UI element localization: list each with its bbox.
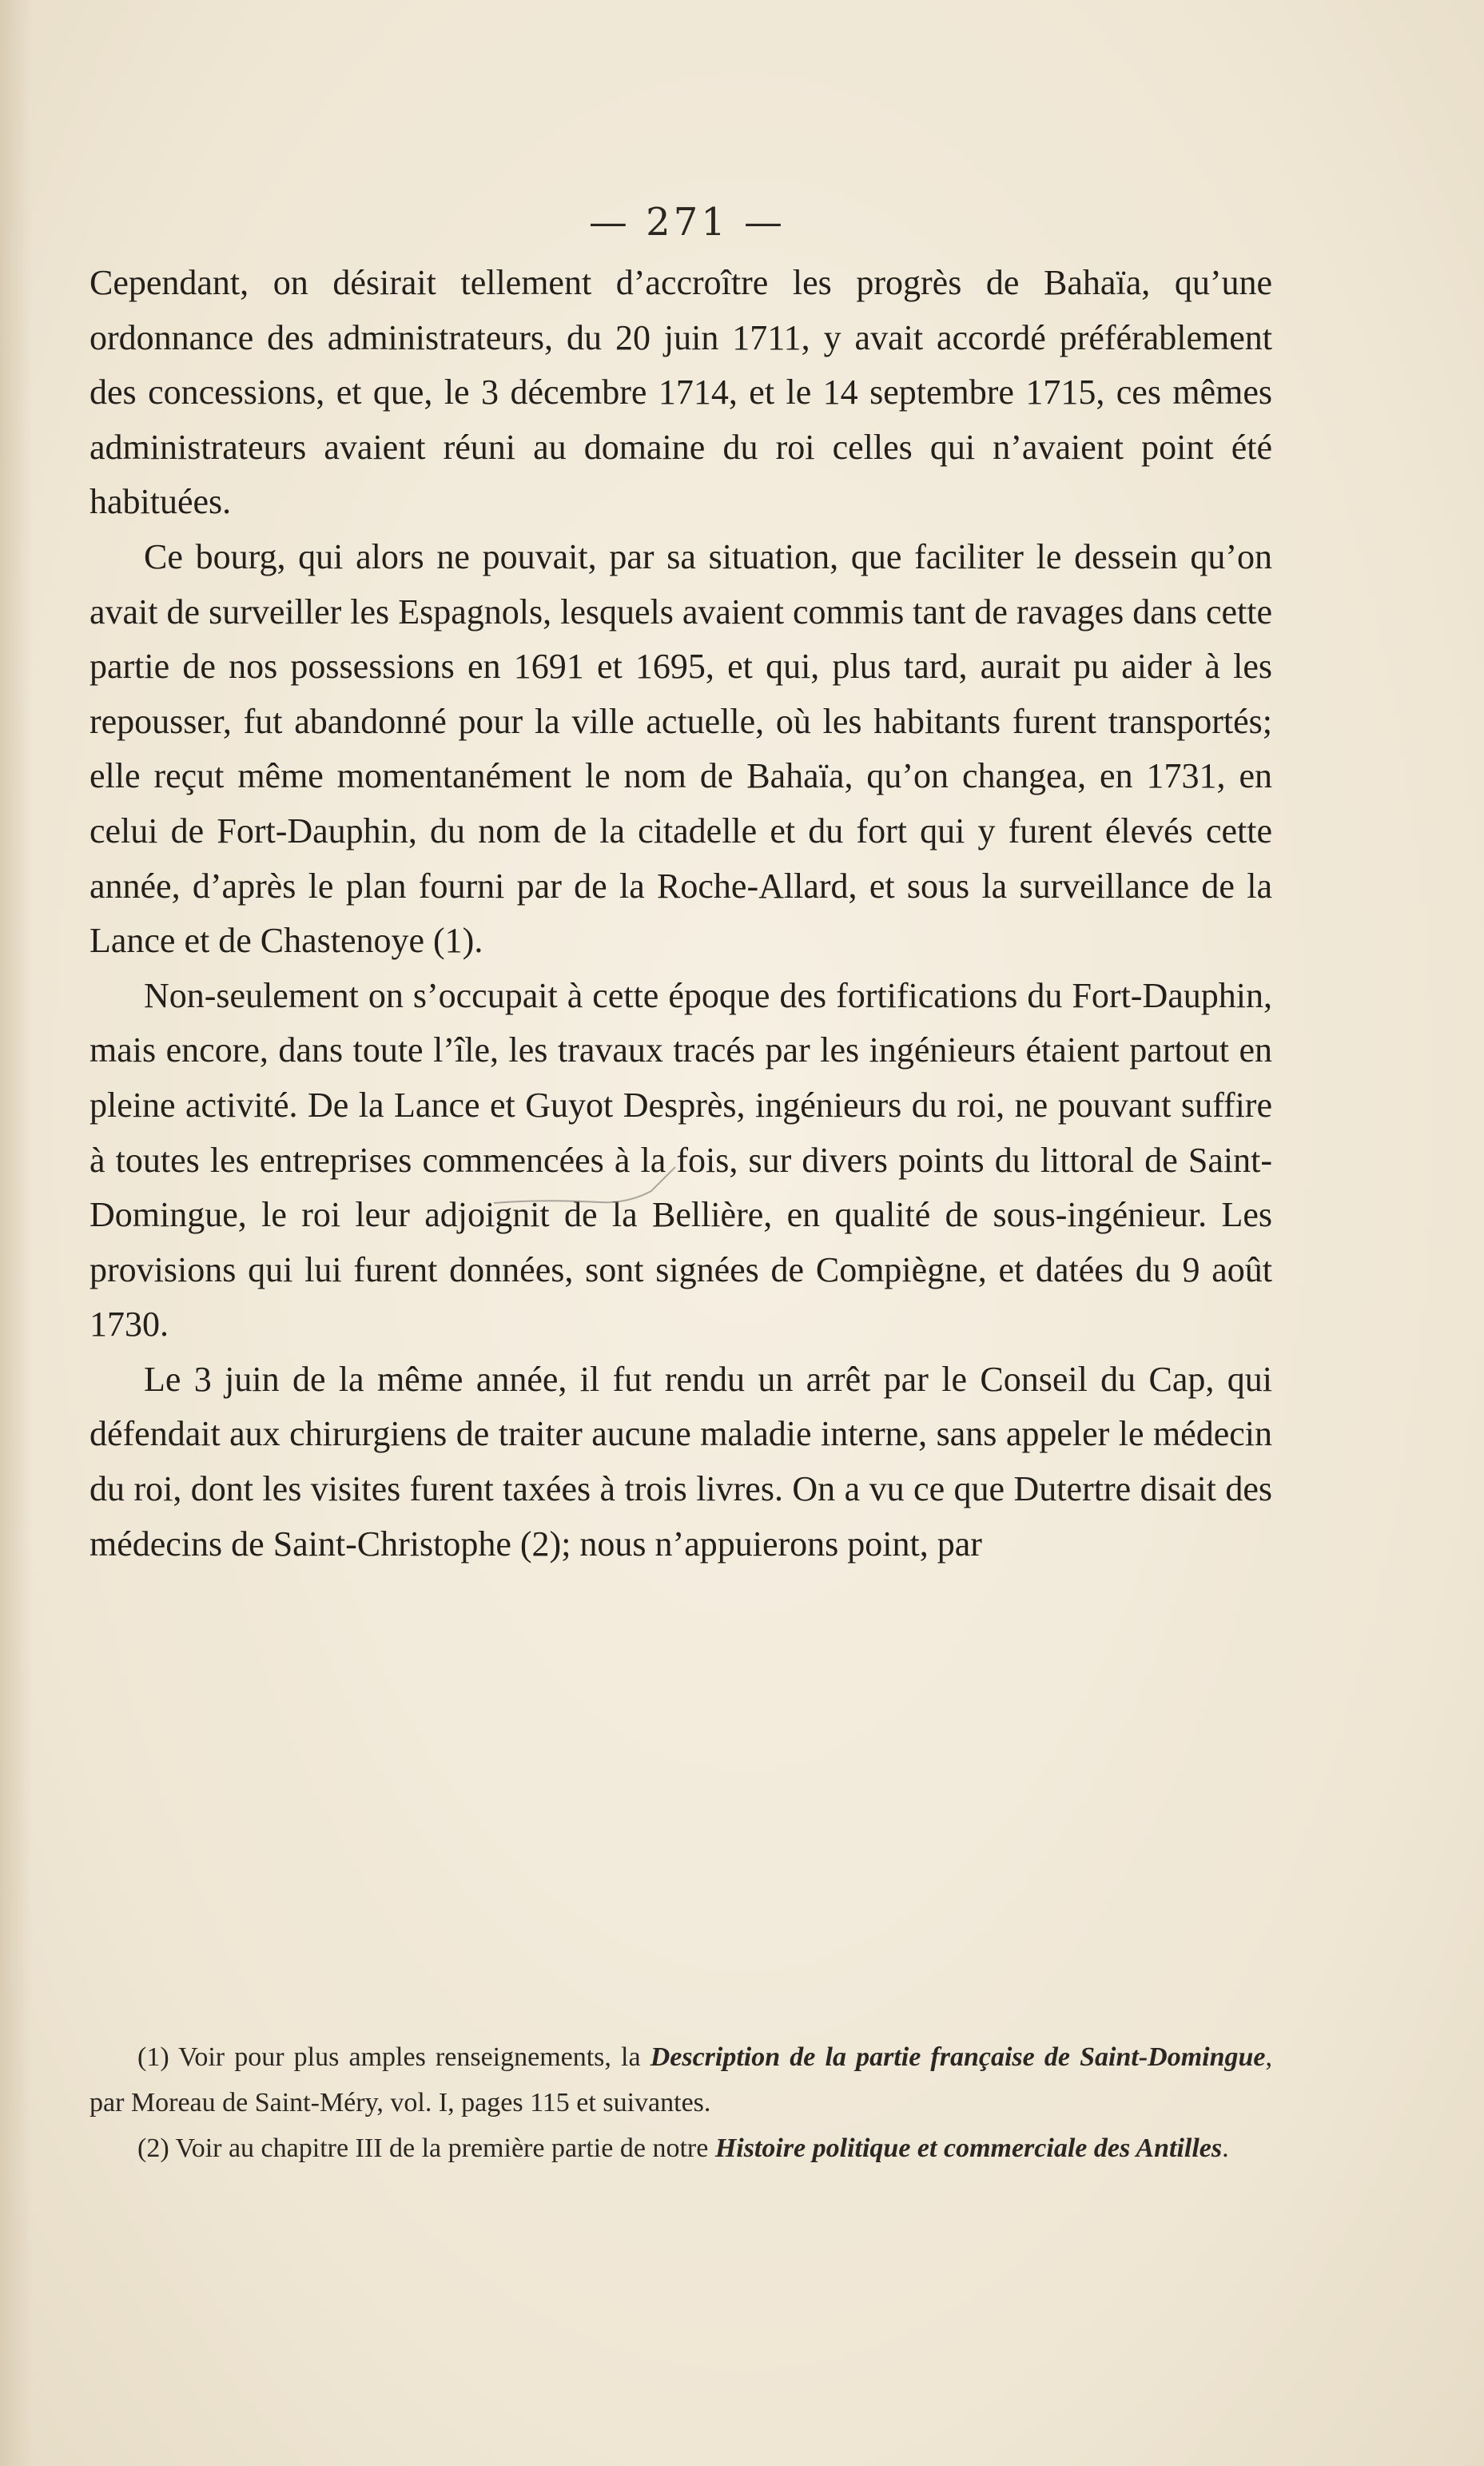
paragraph-4: Le 3 juin de la même année, il fut rendu un arrêt par le Conseil du Cap, qui défendait aux chirurgiens de traiter aucune maladie interne, sans appeler le médecin du roi, dont les visites furent taxées à trois livres. On a vu ce que Dutertre disait des médecins de Saint-Christophe (2); nous n’appuierons point, par: [90, 1359, 1272, 1564]
page-number: — 271 —: [588, 200, 786, 245]
footnote-2: [90, 2125, 1272, 2171]
paragraph-3: Non-seulement on s’occupait à cette époque des fortifications du Fort-Dauphin, mais encore, dans toute l’île, les travaux tracés par les ingénieurs étaient partout en pleine activité. De la Lance et Guyot Desprès, ingénieurs du roi, ne pouvant suffire à toutes les entreprises commencées à la fois, sur divers points du littoral de Saint-Domingue, le roi leur adjoignit de la Bellière, en qualité de sous-ingénieur. Les provisions qui lui furent données, sont signées de Compiègne, et datées du 9 août 1730.: [90, 975, 1272, 1345]
footnote-2-title: Histoire politique et commerciale des Antilles: [714, 2133, 1223, 2163]
footnote-2-before: (2) Voir au chapitre III de la première partie de notre: [137, 2133, 715, 2163]
pencil-underline-mark: [487, 1143, 695, 1215]
footnotes: [90, 2034, 1272, 2171]
footnote-1: [90, 2034, 1272, 2125]
body-text: [90, 256, 1272, 1572]
footnote-1-before: (1) Voir pour plus amples renseignements, la: [137, 2042, 650, 2072]
gutter-shadow: [0, 0, 32, 2466]
paragraph-1: Cependant, on désirait tellement d’accroître les progrès de Bahaïa, qu’une ordonnance des administrateurs, du 20 juin 1711, y avait accordé préférablement des concessions, et que, le 3 décembre 1714, et le 14 septembre 1715, ces mêmes administrateurs avaient réuni au domaine du roi celles qui n’avaient point été habituées.: [90, 263, 1272, 522]
footnote-2-after: .: [1222, 2133, 1229, 2163]
paragraph-2: Ce bourg, qui alors ne pouvait, par sa situation, que faciliter le dessein qu’on avait de surveiller les Espagnols, lesquels avaient commis tant de ravages dans cette partie de nos possessions en 1691 et 1695, et qui, plus tard, aurait pu aider à les repousser, fut abandonné pour la ville actuelle, où les habitants furent transportés; elle reçut même momentanément le nom de Bahaïa, qu’on changea, en 1731, en celui de Fort-Dauphin, du nom de la citadelle et du fort qui y furent élevés cette année, d’après le plan fourni par de la Roche-Allard, et sous la surveillance de la Lance et de Chastenoye (1).: [90, 536, 1272, 961]
footnote-1-title: Description de la partie française de Saint-Domingue: [650, 2042, 1266, 2072]
footnote-1-after: , par Moreau de Saint-Méry, vol. I, pages 115 et suivantes.: [90, 2042, 1272, 2117]
